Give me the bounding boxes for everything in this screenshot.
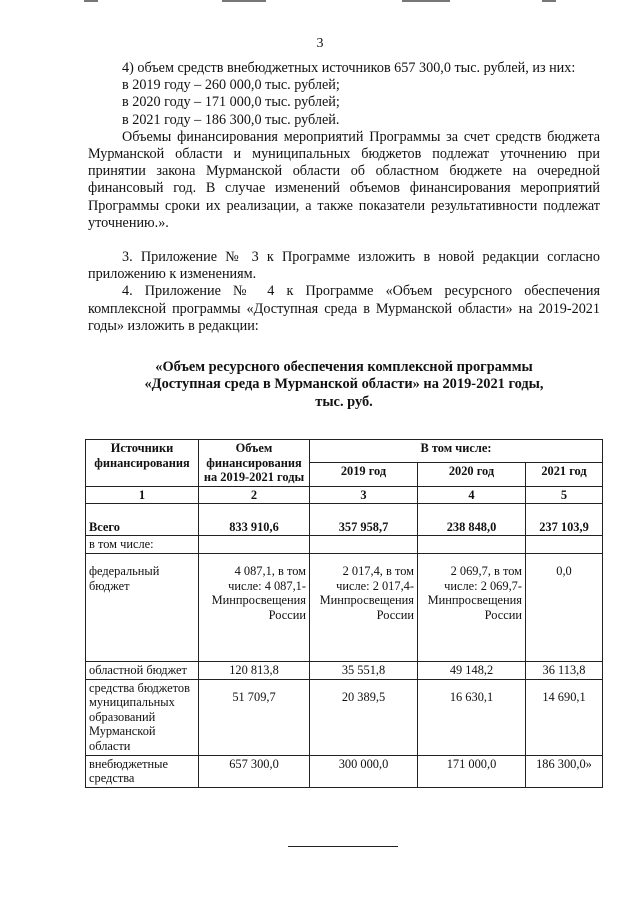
- column-number: 3: [310, 486, 418, 504]
- row-label: федеральный бюджет: [86, 553, 199, 661]
- header-2021: 2021 год: [526, 463, 603, 486]
- cell-2019: 2 017,4, в том числе: 2 017,4- Минпросвещения России: [310, 553, 418, 661]
- page-number: 3: [316, 36, 324, 51]
- funding-table: [85, 439, 603, 788]
- cell-2021: 186 300,0»: [526, 755, 603, 787]
- cell-volume: 657 300,0: [199, 755, 310, 787]
- top-edge-mark: [542, 0, 556, 2]
- cell-2020: 16 630,1: [418, 679, 526, 755]
- table-header-row: [86, 440, 603, 463]
- cell-2019: 35 551,8: [310, 661, 418, 679]
- row-label: областной бюджет: [86, 661, 199, 679]
- table-row-total: [86, 504, 603, 536]
- empty-cell: [310, 536, 418, 554]
- table-title-line-1: «Объем ресурсного обеспечения комплексной программы: [155, 359, 533, 376]
- cell-2021: 36 113,8: [526, 661, 603, 679]
- empty-cell: [526, 536, 603, 554]
- row-label: средства бюджетов муниципальных образований Мурманской области: [86, 679, 199, 755]
- cell-2020: 2 069,7, в том числе: 2 069,7- Минпросвещения России: [418, 553, 526, 661]
- cell-volume: 51 709,7: [199, 679, 310, 755]
- row-label: Всего: [86, 504, 199, 536]
- paragraph-budget-clarification: Объемы финансирования мероприятий Программы за счет средств бюджета Мурманской области и муниципальных бюджетов подлежат уточнению при принятии закона Мурманской области об областном бюджете на очередной финансовый год. В случае изменений объемов финансирования мероприятий Программы сроки их реализации, а также показатели результативности подлежат уточнению.».: [88, 128, 600, 231]
- bottom-divider: [288, 846, 398, 847]
- header-sources: Источники финансирования: [86, 440, 199, 487]
- top-edge-mark: [222, 0, 266, 2]
- row-label: внебюджетные средства: [86, 755, 199, 787]
- column-number: 1: [86, 486, 199, 504]
- cell-volume: 833 910,6: [199, 504, 310, 536]
- paragraph-year-2019: в 2019 году – 260 000,0 тыс. рублей;: [122, 77, 340, 94]
- paragraph-extrabudget-total: 4) объем средств внебюджетных источников 657 300,0 тыс. рублей, из них:: [122, 60, 576, 76]
- header-2019: 2019 год: [310, 463, 418, 486]
- cell-2019: 300 000,0: [310, 755, 418, 787]
- cell-2020: 238 848,0: [418, 504, 526, 536]
- table-row-including: [86, 536, 603, 554]
- cell-2021: 14 690,1: [526, 679, 603, 755]
- row-label: в том числе:: [86, 536, 199, 554]
- empty-cell: [199, 536, 310, 554]
- top-edge-mark: [402, 0, 450, 2]
- table-row-extrabudget: [86, 755, 603, 787]
- header-volume: Объем финансирования на 2019-2021 годы: [199, 440, 310, 487]
- paragraph-appendix-3: 3. Приложение № 3 к Программе изложить в новой редакции согласно приложению к изменениям.: [88, 249, 600, 283]
- cell-2021: 237 103,9: [526, 504, 603, 536]
- cell-2019: 20 389,5: [310, 679, 418, 755]
- cell-2019: 357 958,7: [310, 504, 418, 536]
- cell-2020: 49 148,2: [418, 661, 526, 679]
- table-title-line-2: «Доступная среда в Мурманской области» на 2019-2021 годы,: [144, 376, 544, 393]
- paragraph-year-2021: в 2021 году – 186 300,0 тыс. рублей.: [122, 111, 340, 128]
- column-number: 2: [199, 486, 310, 504]
- table-title-line-3: тыс. руб.: [315, 393, 373, 410]
- paragraph-appendix-4: 4. Приложение № 4 к Программе «Объем ресурсного обеспечения комплексной программы «Доступная среда в Мурманской области» на 2019-2021 годы» изложить в редакции:: [88, 283, 600, 334]
- header-2020: 2020 год: [418, 463, 526, 486]
- table-row-federal: [86, 553, 603, 661]
- table-title: [88, 359, 600, 411]
- column-number: 5: [526, 486, 603, 504]
- empty-cell: [418, 536, 526, 554]
- cell-volume: 120 813,8: [199, 661, 310, 679]
- table-column-numbers-row: [86, 486, 603, 504]
- document-body: [88, 60, 600, 411]
- table-row-municipal: [86, 679, 603, 755]
- cell-2020: 171 000,0: [418, 755, 526, 787]
- paragraph-year-2020: в 2020 году – 171 000,0 тыс. рублей;: [122, 94, 340, 111]
- column-number: 4: [418, 486, 526, 504]
- table-row-regional: [86, 661, 603, 679]
- header-including: В том числе:: [310, 440, 603, 463]
- top-edge-mark: [84, 0, 98, 2]
- cell-2021: 0,0: [526, 553, 603, 661]
- cell-volume: 4 087,1, в том числе: 4 087,1- Минпросвещения России: [199, 553, 310, 661]
